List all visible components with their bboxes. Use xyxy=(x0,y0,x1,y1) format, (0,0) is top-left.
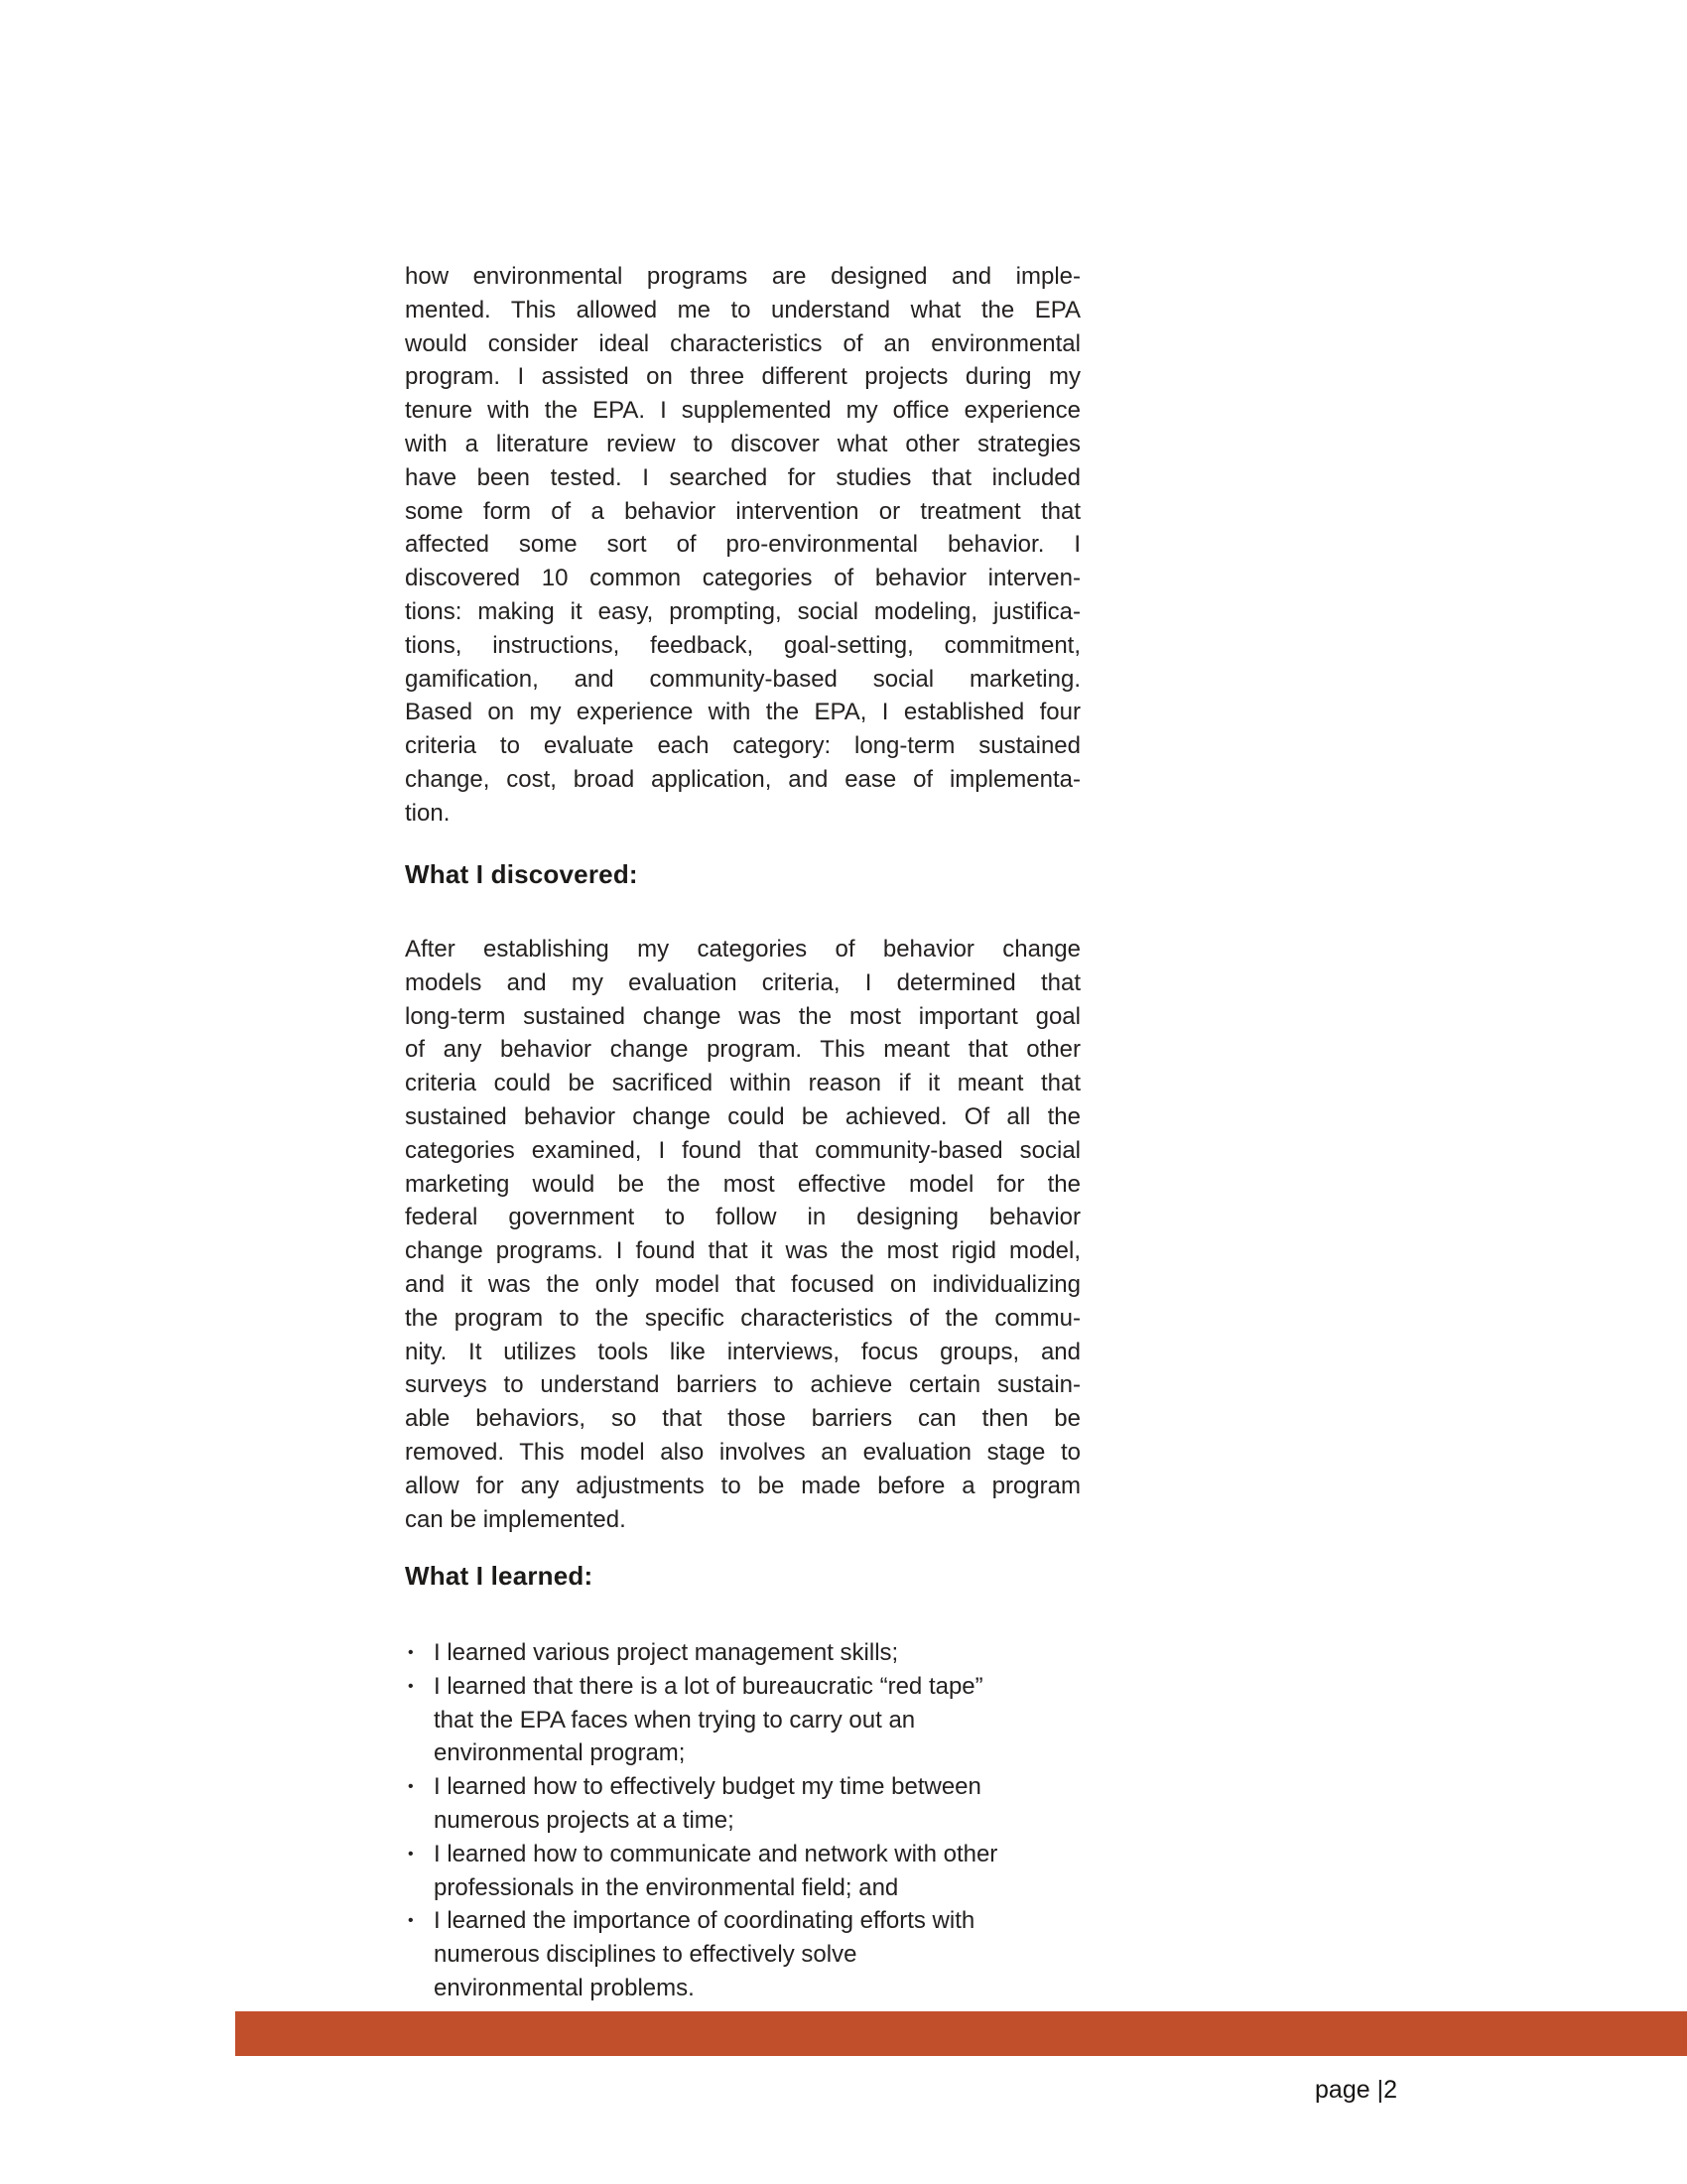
heading-what-i-learned: What I learned: xyxy=(405,1561,593,1591)
text-line: numerous disciplines to effectively solve xyxy=(434,1941,857,1969)
text-line: marketing would be the most effective model for the xyxy=(405,1170,1081,1198)
text-line: Based on my experience with the EPA, I established four xyxy=(405,699,1081,726)
text-line: with a literature review to discover what other strategies xyxy=(405,430,1081,457)
text-line: environmental problems. xyxy=(434,1974,695,2001)
text-line: and it was the only model that focused on individualizing xyxy=(405,1270,1081,1298)
text-line: that the EPA faces when trying to carry out an xyxy=(434,1706,916,1734)
bullet-text xyxy=(434,1904,1081,2004)
text-line: allow for any adjustments to be made before a program xyxy=(405,1472,1081,1499)
bullet-icon: • xyxy=(408,1644,414,1661)
text-line: professionals in the environmental field; and xyxy=(434,1873,899,1901)
bullet-text xyxy=(434,1636,1081,1670)
text-line: some form of a behavior intervention or treatment that xyxy=(405,497,1081,525)
text-line: discovered 10 common categories of behavior interven- xyxy=(405,565,1081,592)
text-line: mented. This allowed me to understand what the EPA xyxy=(405,296,1081,323)
heading-what-i-discovered: What I discovered: xyxy=(405,859,638,889)
bullet-icon: • xyxy=(408,1845,414,1863)
bullet-item xyxy=(405,1770,1081,1838)
text-line: program. I assisted on three different projects during my xyxy=(405,363,1081,391)
text-line: tions: making it easy, prompting, social modeling, justifica- xyxy=(405,597,1081,625)
text-line: the program to the specific characteristics of the commu- xyxy=(405,1304,1081,1332)
text-line: tion. xyxy=(405,799,451,827)
text-line: I learned how to effectively budget my time between xyxy=(434,1773,981,1801)
text-line: surveys to understand barriers to achieve certain sustain- xyxy=(405,1371,1081,1399)
text-line: gamification, and community-based social marketing. xyxy=(405,665,1081,693)
bullet-text xyxy=(434,1770,1081,1838)
text-line: affected some sort of pro-environmental behavior. I xyxy=(405,531,1081,559)
text-line: After establishing my categories of behavior change xyxy=(405,936,1081,963)
text-line: I learned various project management skills; xyxy=(434,1639,899,1666)
text-line: have been tested. I searched for studies that included xyxy=(405,463,1081,491)
bullet-icon: • xyxy=(408,1778,414,1796)
text-line: can be implemented. xyxy=(405,1505,626,1533)
text-line: removed. This model also involves an evaluation stage to xyxy=(405,1438,1081,1466)
text-line: environmental program; xyxy=(434,1739,686,1767)
bullet-icon: • xyxy=(408,1677,414,1695)
bullet-text xyxy=(434,1838,1081,1905)
page-number-label: page |2 xyxy=(1315,2076,1397,2104)
text-line: would consider ideal characteristics of an environmental xyxy=(405,329,1081,357)
text-line: I learned how to communicate and network with other xyxy=(434,1840,998,1867)
bullet-item xyxy=(405,1904,1081,2004)
text-line: of any behavior change program. This meant that other xyxy=(405,1036,1081,1064)
text-line: tions, instructions, feedback, goal-setting, commitment, xyxy=(405,631,1081,659)
text-line: federal government to follow in designing behavior xyxy=(405,1204,1081,1231)
text-line: numerous projects at a time; xyxy=(434,1806,734,1834)
bullet-item xyxy=(405,1838,1081,1905)
text-line: able behaviors, so that those barriers can then be xyxy=(405,1405,1081,1433)
text-line: I learned the importance of coordinating efforts with xyxy=(434,1907,975,1935)
text-line: criteria could be sacrificed within reason if it meant that xyxy=(405,1070,1081,1097)
bullet-icon: • xyxy=(408,1912,414,1930)
bullet-list-what-i-learned xyxy=(405,1636,1081,2005)
text-line: sustained behavior change could be achieved. Of all the xyxy=(405,1102,1081,1130)
text-line: long-term sustained change was the most important goal xyxy=(405,1002,1081,1030)
bullet-item xyxy=(405,1670,1081,1770)
text-line: change, cost, broad application, and ease of implementa- xyxy=(405,765,1081,793)
text-line: models and my evaluation criteria, I determined that xyxy=(405,968,1081,996)
bullet-text xyxy=(434,1670,1081,1770)
text-line: categories examined, I found that community-based social xyxy=(405,1136,1081,1164)
bullet-item xyxy=(405,1636,1081,1670)
text-line: tenure with the EPA. I supplemented my office experience xyxy=(405,397,1081,425)
text-line: change programs. I found that it was the most rigid model, xyxy=(405,1237,1081,1265)
paragraph-internship-experience xyxy=(405,260,1081,831)
footer-accent-bar xyxy=(235,2011,1687,2056)
text-line: I learned that there is a lot of bureaucratic “red tape” xyxy=(434,1672,983,1700)
text-line: nity. It utilizes tools like interviews, focus groups, and xyxy=(405,1338,1081,1365)
paragraph-what-i-discovered xyxy=(405,933,1081,1536)
text-line: how environmental programs are designed and imple- xyxy=(405,263,1081,290)
text-line: criteria to evaluate each category: long-term sustained xyxy=(405,732,1081,760)
